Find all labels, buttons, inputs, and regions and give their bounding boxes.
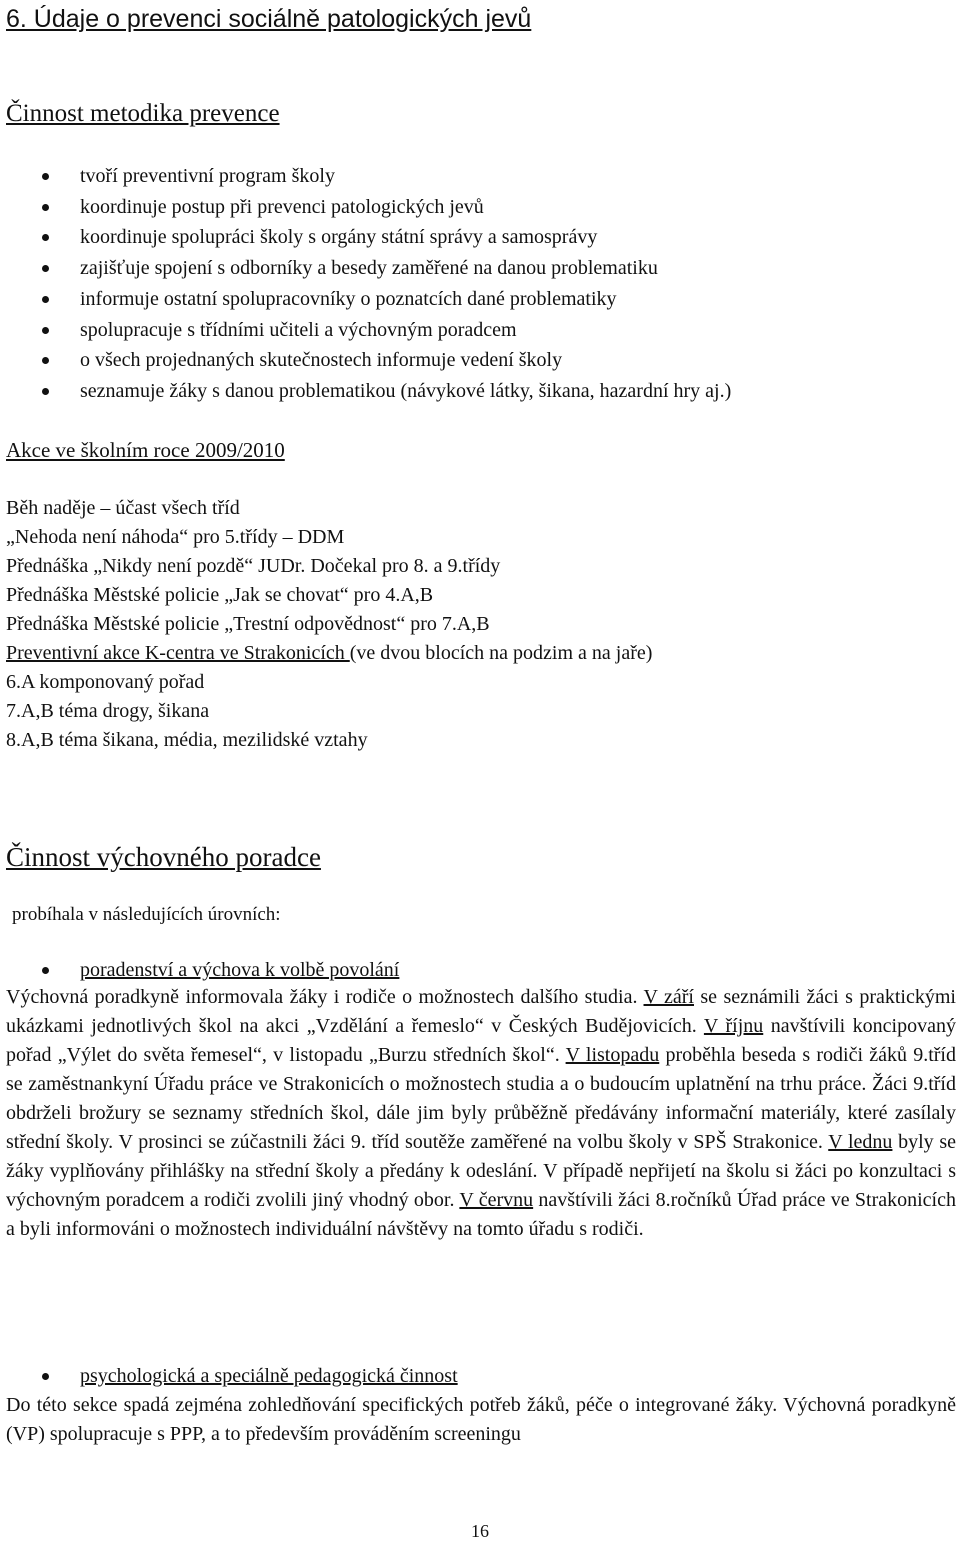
list-item: o všech projednaných skutečnostech informuje vedení školy: [0, 345, 731, 376]
list-item: koordinuje postup při prevenci patologických jevů: [0, 192, 731, 223]
kcentrum-link-text: Preventivní akce K-centra ve Strakonicích: [6, 642, 350, 664]
akce-line: Přednáška Městské policie „Trestní odpovědnost“ pro 7.A,B: [6, 613, 490, 635]
kcentrum-note: (ve dvou blocích na podzim a na jaře): [349, 642, 653, 664]
bullet-icon: [42, 265, 49, 272]
section-heading-metodik: Činnost metodika prevence: [6, 100, 280, 127]
bullet-icon: [42, 1373, 49, 1380]
akce-subline: 7.A,B téma drogy, šikana: [6, 700, 210, 722]
section1-paragraph: Výchovná poradkyně informovala žáky i rodiče o možnostech dalšího studia. V září se seznámili žáci s praktickými ukázkami jednotlivých škol na akci „Vzdělání a řemeslo“ v Českých Budějovicích. V říjnu navštívili koncipovaný pořad „Výlet do světa řemesel“, v listopadu „Burzu středních škol“. V listopadu proběhla beseda s rodiči žáků 9.tříd se zaměstnankyní Úřadu práce ve Strakonicích o možnostech studia a o budoucím uplatnění na trhu práce. Žáci 9.tříd obdrželi brožury se seznamy středních škol, dále jim byly průběžně předávány informační materiály, které zasílaly střední školy. V prosinci se zúčastnili žáci 9. tříd soutěže zaměřené na volbu školy v SPŠ Strakonice. V lednu byly se žáky vyplňovány přihlášky na střední školy a předány k odeslání. V případě nepřijetí na školu si žáci po konzultaci s výchovným poradcem a rodiči zvolili jiný vhodný obor. V červnu navštívili žáci 8.ročníků Úřad práce ve Strakonicích a byli informováni o možnostech individuální návštěvy na tomto úřadu s rodiči.: [6, 986, 957, 1240]
list-item: spolupracuje s třídními učiteli a výchovným poradcem: [0, 315, 731, 346]
akce-heading: Akce ve školním roce 2009/2010: [6, 438, 285, 462]
list-item: seznamuje žáky s danou problematikou (návykové látky, šikana, hazardní hry aj.): [0, 376, 731, 407]
list-item: tvoří preventivní program školy: [0, 161, 731, 192]
akce-line: Běh naděje – účast všech tříd: [6, 497, 240, 519]
bullet-icon: [42, 388, 49, 395]
bullet-icon: [42, 204, 49, 211]
section2-heading-text: psychologická a speciálně pedagogická činnost: [80, 1365, 458, 1387]
bullet-icon: [42, 327, 49, 334]
list-item: informuje ostatní spolupracovníky o poznatcích dané problematiky: [0, 284, 731, 315]
akce-subline: 8.A,B téma šikana, média, mezilidské vztahy: [6, 729, 368, 751]
page-title: 6. Údaje o prevenci sociálně patologických jevů: [6, 5, 532, 33]
bullet-icon: [42, 967, 49, 974]
poradce-intro: probíhala v následujících úrovních:: [12, 904, 281, 925]
akce-line: „Nehoda není náhoda“ pro 5.třídy – DDM: [6, 526, 345, 548]
akce-subline: 6.A komponovaný pořad: [6, 671, 205, 693]
akce-line: Přednáška „Nikdy není pozdě“ JUDr. Dočekal pro 8. a 9.třídy: [6, 555, 501, 577]
section2-paragraph: Do této sekce spadá zejména zohledňování specifických potřeb žáků, péče o integrované žáky. Výchovná poradkyně (VP) spolupracuje s PPP, a to především prováděním screeningu: [6, 1394, 956, 1445]
metodik-list: [0, 161, 731, 407]
section-heading-poradce: Činnost výchovného poradce: [6, 842, 321, 872]
bullet-icon: [42, 173, 49, 180]
akce-line: Přednáška Městské policie „Jak se chovat“ pro 4.A,B: [6, 584, 434, 606]
bullet-icon: [42, 296, 49, 303]
akce-kcentrum-line: [6, 641, 652, 665]
bullet-icon: [42, 234, 49, 241]
bullet-icon: [42, 357, 49, 364]
list-item: koordinuje spolupráci školy s orgány státní správy a samosprávy: [0, 222, 731, 253]
section1-heading-text: poradenství a výchova k volbě povolání: [80, 959, 400, 981]
list-item: zajišťuje spojení s odborníky a besedy zaměřené na danou problematiku: [0, 253, 731, 284]
page-number: 16: [471, 1521, 489, 1541]
